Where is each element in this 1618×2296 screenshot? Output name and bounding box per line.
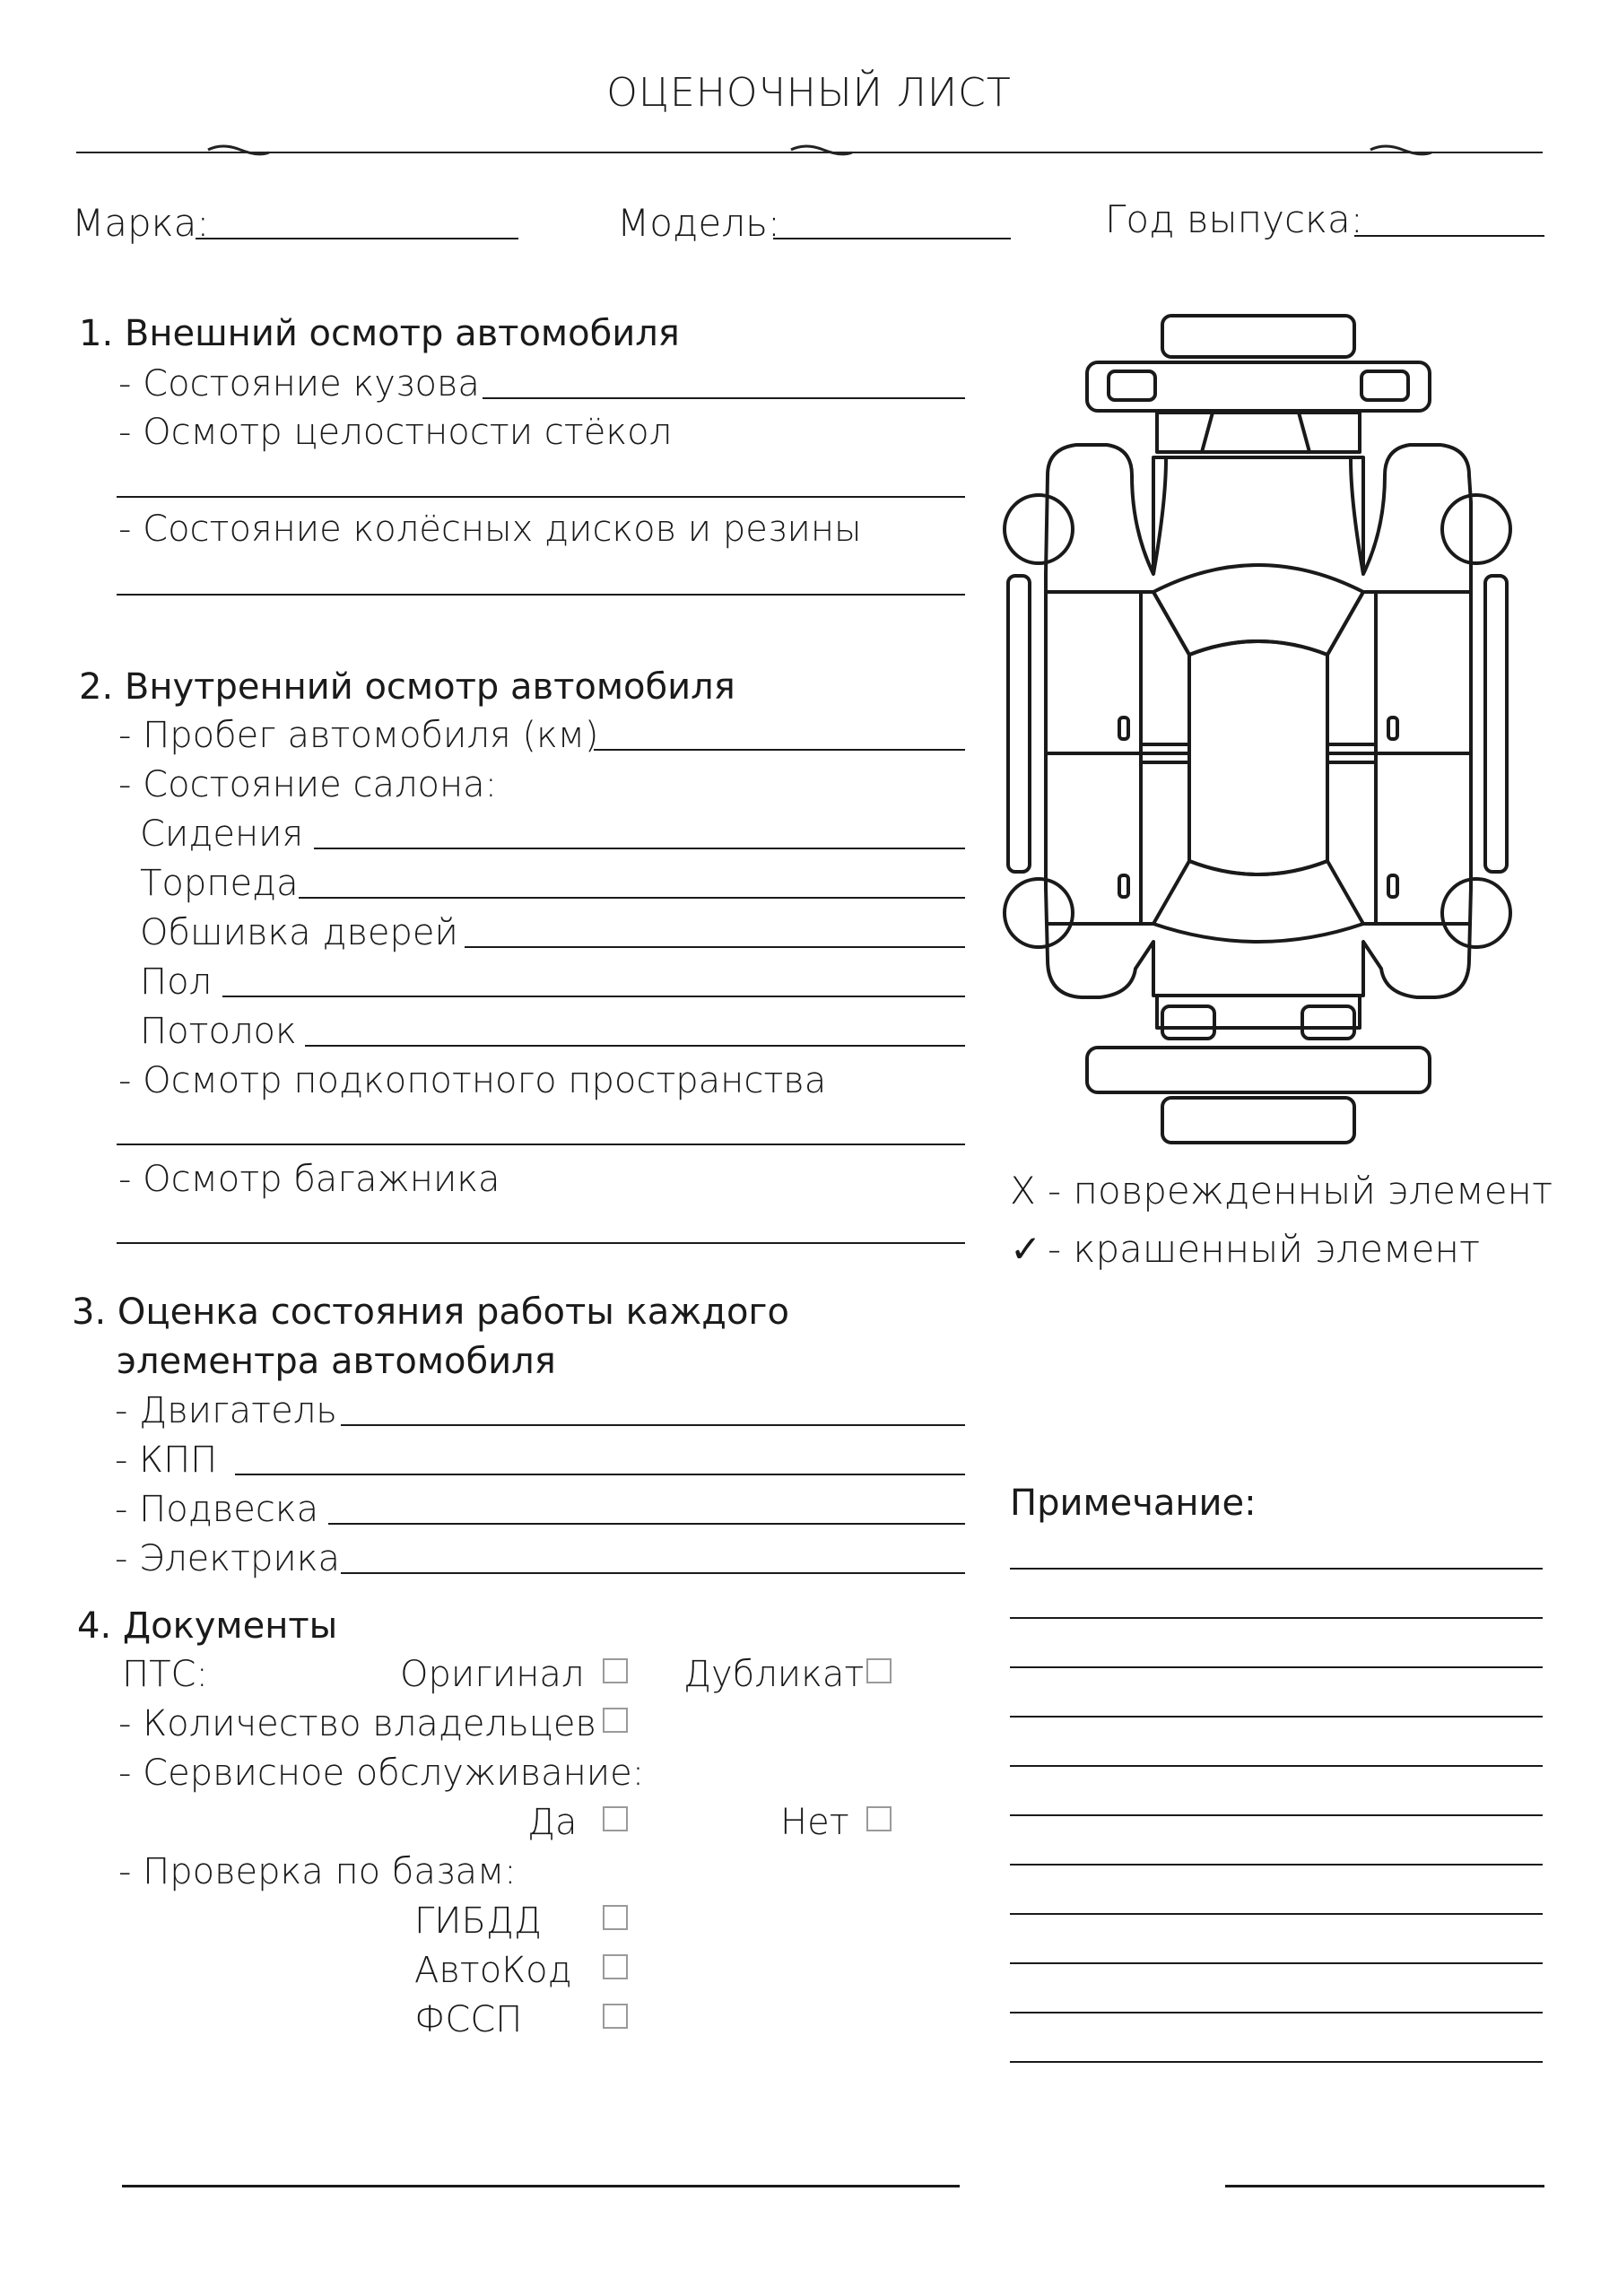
mileage-line[interactable] <box>594 749 965 751</box>
notes-line[interactable] <box>1010 1617 1543 1619</box>
notes-line[interactable] <box>1010 2012 1543 2013</box>
section3-heading-line2: элементра автомобиля <box>117 1341 556 1382</box>
legend-painted-symbol: ✓ <box>1010 1227 1042 1271</box>
year-field-line[interactable] <box>1354 235 1544 237</box>
pts-label: ПТС: <box>122 1654 208 1695</box>
fssp-label: ФССП <box>414 1999 523 2040</box>
suspension-label: - Подвеска <box>115 1489 319 1530</box>
trunk-label: - Осмотр багажника <box>118 1159 500 1200</box>
owners-label: - Количество владельцев <box>118 1703 596 1744</box>
legend-damaged-symbol: X <box>1010 1169 1036 1213</box>
glass-check-line[interactable] <box>117 496 965 498</box>
suspension-line[interactable] <box>328 1523 965 1525</box>
door-trim-line[interactable] <box>465 946 965 948</box>
avtokod-checkbox[interactable] <box>603 1954 628 1979</box>
brand-label: Марка: <box>72 201 210 245</box>
signature-line-left[interactable] <box>122 2185 960 2187</box>
duplicate-checkbox[interactable] <box>866 1658 892 1683</box>
body-condition-line[interactable] <box>483 397 965 399</box>
car-top-view-icon[interactable] <box>1005 305 1516 1157</box>
owners-checkbox[interactable] <box>603 1708 628 1733</box>
body-condition-label: - Состояние кузова <box>118 363 480 404</box>
gibdd-checkbox[interactable] <box>603 1905 628 1930</box>
seats-label: Сидения <box>140 813 304 855</box>
service-yes-label: Да <box>527 1802 578 1843</box>
brand-field-line[interactable] <box>196 238 518 239</box>
notes-line[interactable] <box>1010 1765 1543 1767</box>
gearbox-line[interactable] <box>235 1474 965 1475</box>
notes-line[interactable] <box>1010 1962 1543 1964</box>
notes-label: Примечание: <box>1010 1483 1257 1524</box>
signature-line-right[interactable] <box>1225 2185 1544 2187</box>
trunk-line[interactable] <box>117 1242 965 1244</box>
electrics-label: - Электрика <box>115 1538 340 1579</box>
dashboard-label: Торпеда <box>140 863 299 904</box>
engine-bay-label: - Осмотр подкопотного пространства <box>118 1060 827 1101</box>
notes-line[interactable] <box>1010 2061 1543 2063</box>
glass-check-label: - Осмотр целостности стёкол <box>118 412 673 453</box>
notes-line[interactable] <box>1010 1913 1543 1915</box>
electrics-line[interactable] <box>341 1572 965 1574</box>
service-no-checkbox[interactable] <box>866 1806 892 1831</box>
service-label: - Сервисное обслуживание: <box>118 1752 645 1794</box>
avtokod-label: АвтоКод <box>414 1950 572 1991</box>
original-checkbox[interactable] <box>603 1658 628 1683</box>
model-field-line[interactable] <box>773 238 1011 239</box>
interior-label: - Состояние салона: <box>118 764 498 805</box>
notes-line[interactable] <box>1010 1568 1543 1570</box>
ceiling-line[interactable] <box>305 1045 965 1047</box>
gibdd-label: ГИБДД <box>414 1900 543 1942</box>
notes-line[interactable] <box>1010 1864 1543 1866</box>
wheels-condition-label: - Состояние колёсных дисков и резины <box>118 509 862 550</box>
page-title: ОЦЕНОЧНЫЙ ЛИСТ <box>606 70 1012 116</box>
section1-heading: 1. Внешний осмотр автомобиля <box>79 313 680 354</box>
ornament-divider-icon <box>0 139 1618 166</box>
section4-heading: 4. Документы <box>77 1605 338 1647</box>
duplicate-label: Дубликат <box>683 1654 865 1695</box>
db-check-label: - Проверка по базам: <box>118 1851 517 1892</box>
legend-painted: - крашенный элемент <box>1048 1227 1481 1271</box>
floor-label: Пол <box>140 961 213 1003</box>
ceiling-label: Потолок <box>140 1011 297 1052</box>
engine-label: - Двигатель <box>115 1390 337 1431</box>
fssp-checkbox[interactable] <box>603 2004 628 2029</box>
notes-line[interactable] <box>1010 1814 1543 1816</box>
engine-line[interactable] <box>341 1424 965 1426</box>
notes-line[interactable] <box>1010 1666 1543 1668</box>
dashboard-line[interactable] <box>299 897 965 899</box>
floor-line[interactable] <box>222 996 965 997</box>
wheels-condition-line[interactable] <box>117 594 965 596</box>
year-label: Год выпуска: <box>1105 197 1363 241</box>
legend-damaged: - поврежденный элемент <box>1048 1169 1553 1213</box>
seats-line[interactable] <box>314 848 965 849</box>
service-yes-checkbox[interactable] <box>603 1806 628 1831</box>
section2-heading: 2. Внутренний осмотр автомобиля <box>79 666 735 708</box>
notes-line[interactable] <box>1010 1716 1543 1718</box>
section3-heading-line1: 3. Оценка состояния работы каждого <box>72 1292 789 1333</box>
service-no-label: Нет <box>780 1802 849 1843</box>
engine-bay-line[interactable] <box>117 1144 965 1145</box>
original-label: Оригинал <box>400 1654 585 1695</box>
model-label: Модель: <box>617 201 780 245</box>
door-trim-label: Обшивка дверей <box>140 912 458 953</box>
mileage-label: - Пробег автомобиля (км) <box>118 715 599 756</box>
gearbox-label: - КПП <box>115 1439 218 1481</box>
